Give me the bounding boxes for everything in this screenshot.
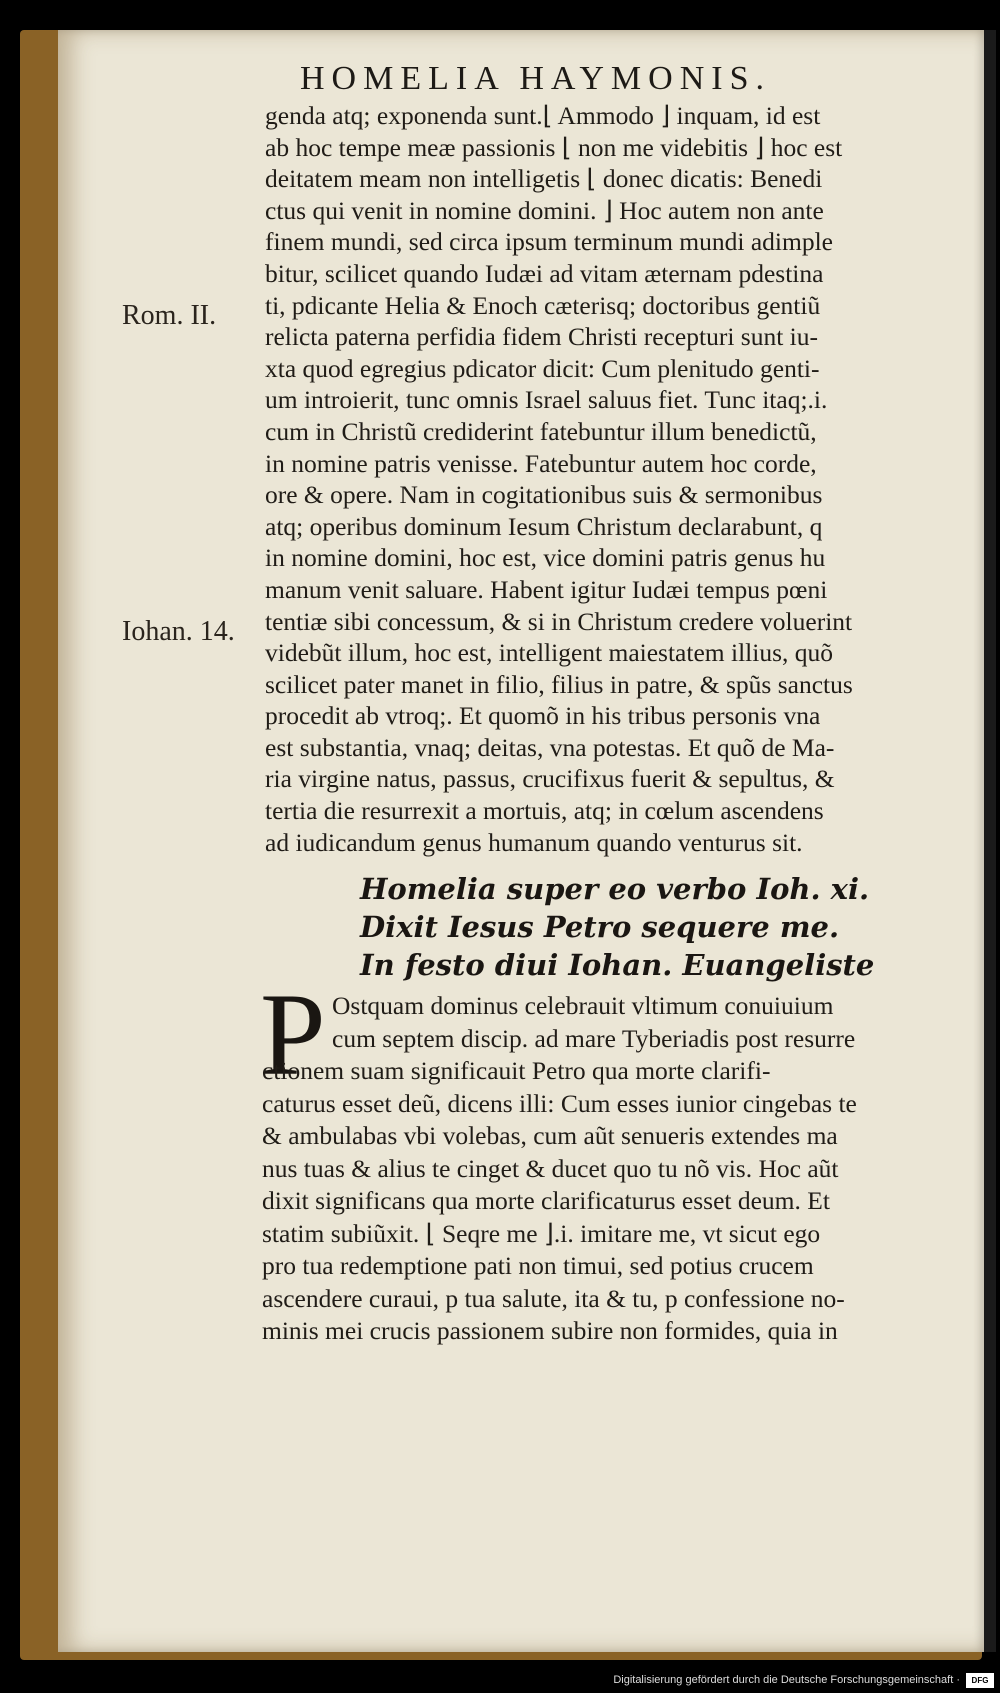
text-line: statim subiũxit. ⌊ Seqre me ⌋.i. imitare me, vt sicut ego: [262, 1218, 821, 1248]
text-line: ctus qui venit in nomine domini. ⌋ Hoc autem non ante: [265, 195, 824, 225]
text-line: nus tuas & alius te cinget & ducet quo tu nõ vis. Hoc aũt: [262, 1153, 839, 1183]
text-line: ore & opere. Nam in cogitationibus suis & sermonibus: [265, 480, 823, 510]
text-line: deitatem meam non intelligetis ⌊ donec dicatis: Benedi: [265, 164, 823, 194]
body-text: [265, 100, 965, 858]
text-line: atq; operibus dominum Iesum Christum declarabunt, q: [265, 511, 823, 541]
heading-line: Dixit Iesus Petro sequere me.: [360, 910, 840, 944]
text-line: ascendere curaui, p tua salute, ita & tu, p confessione no-: [262, 1283, 845, 1313]
heading-line: Homelia super eo verbo Ioh. xi.: [360, 872, 870, 906]
text-line: caturus esset deũ, dicens illi: Cum esses iunior cingebas te: [262, 1088, 857, 1118]
text-line: ria virgine natus, passus, crucifixus fuerit & sepultus, &: [265, 764, 835, 794]
dfg-logo-icon: [966, 1673, 994, 1688]
text-line: tertia die resurrexit a mortuis, atq; in cœlum ascendens: [265, 796, 824, 826]
margin-note-romans: Rom. II.: [122, 300, 217, 331]
homily-text: [262, 990, 962, 1348]
text-line: ti, pdicante Helia & Enoch cæterisq; doctoribus gentiũ: [265, 290, 821, 320]
drop-cap: P: [260, 969, 326, 1100]
text-line: bitur, scilicet quando Iudæi ad vitam æternam pdestina: [265, 258, 824, 288]
text-line: in nomine domini, hoc est, vice domini patris genus hu: [265, 543, 826, 573]
homily-heading: [360, 870, 920, 984]
text-line: manum venit saluare. Habent igitur Iudæi tempus pœni: [265, 574, 828, 604]
page-gutter: [984, 30, 996, 1652]
margin-note-john: Iohan. 14.: [122, 616, 235, 647]
text-line: videbũt illum, hoc est, intelligent maiestatem illius, quõ: [265, 638, 833, 668]
text-line: xta quod egregius pdicator dicit: Cum plenitudo genti-: [265, 353, 820, 383]
text-line: procedit ab vtroq;. Et quomõ in his tribus personis vna: [265, 701, 821, 731]
text-line: est substantia, vnaq; deitas, vna potestas. Et quõ de Ma-: [265, 732, 835, 762]
text-line: finem mundi, sed circa ipsum terminum mundi adimple: [265, 227, 833, 257]
text-line: tentiæ sibi concessum, & si in Christum credere voluerint: [265, 606, 853, 636]
text-line: ad iudicandum genus humanum quando venturus sit.: [265, 827, 803, 857]
text-line: um introierit, tunc omnis Israel saluus fiet. Tunc itaq;.i.: [265, 385, 828, 415]
text-line: ctionem suam significauit Petro qua morte clarifi-: [262, 1056, 771, 1085]
footer-credit: Digitalisierung gefördert durch die Deutsche Forschungsgemeinschaft ·: [613, 1674, 960, 1686]
running-head: HOMELIA HAYMONIS.: [300, 60, 771, 97]
text-line: genda atq; exponenda sunt.⌊ Ammodo ⌋ inquam, id est: [265, 101, 821, 130]
text-line: scilicet pater manet in filio, filius in patre, & spũs sanctus: [265, 669, 853, 699]
text-line: relicta paterna perfidia fidem Christi recepturi sunt iu-: [265, 322, 818, 352]
text-line: Ostquam dominus celebrauit vltimum conuiuium: [332, 991, 834, 1020]
text-line: in nomine patris venisse. Fatebuntur autem hoc corde,: [265, 448, 817, 478]
heading-line: In festo diui Iohan. Euangeliste: [360, 948, 875, 982]
text-line: dixit significans qua morte clarificaturus esset deum. Et: [262, 1186, 830, 1215]
text-line: & ambulabas vbi volebas, cum aũt senueris extendes ma: [262, 1121, 838, 1150]
text-line: ab hoc tempe meæ passionis ⌊ non me videbitis ⌋ hoc est: [265, 132, 843, 162]
text-line: cum in Christũ crediderint fatebuntur illum benedictũ,: [265, 416, 817, 446]
text-line: cum septem discip. ad mare Tyberiadis post resurre: [332, 1023, 856, 1053]
dfg-logo-text: DFG: [971, 1676, 989, 1685]
text-line: minis mei crucis passionem subire non formides, quia in: [262, 1316, 838, 1345]
text-line: pro tua redemptione pati non timui, sed potius crucem: [262, 1251, 814, 1280]
